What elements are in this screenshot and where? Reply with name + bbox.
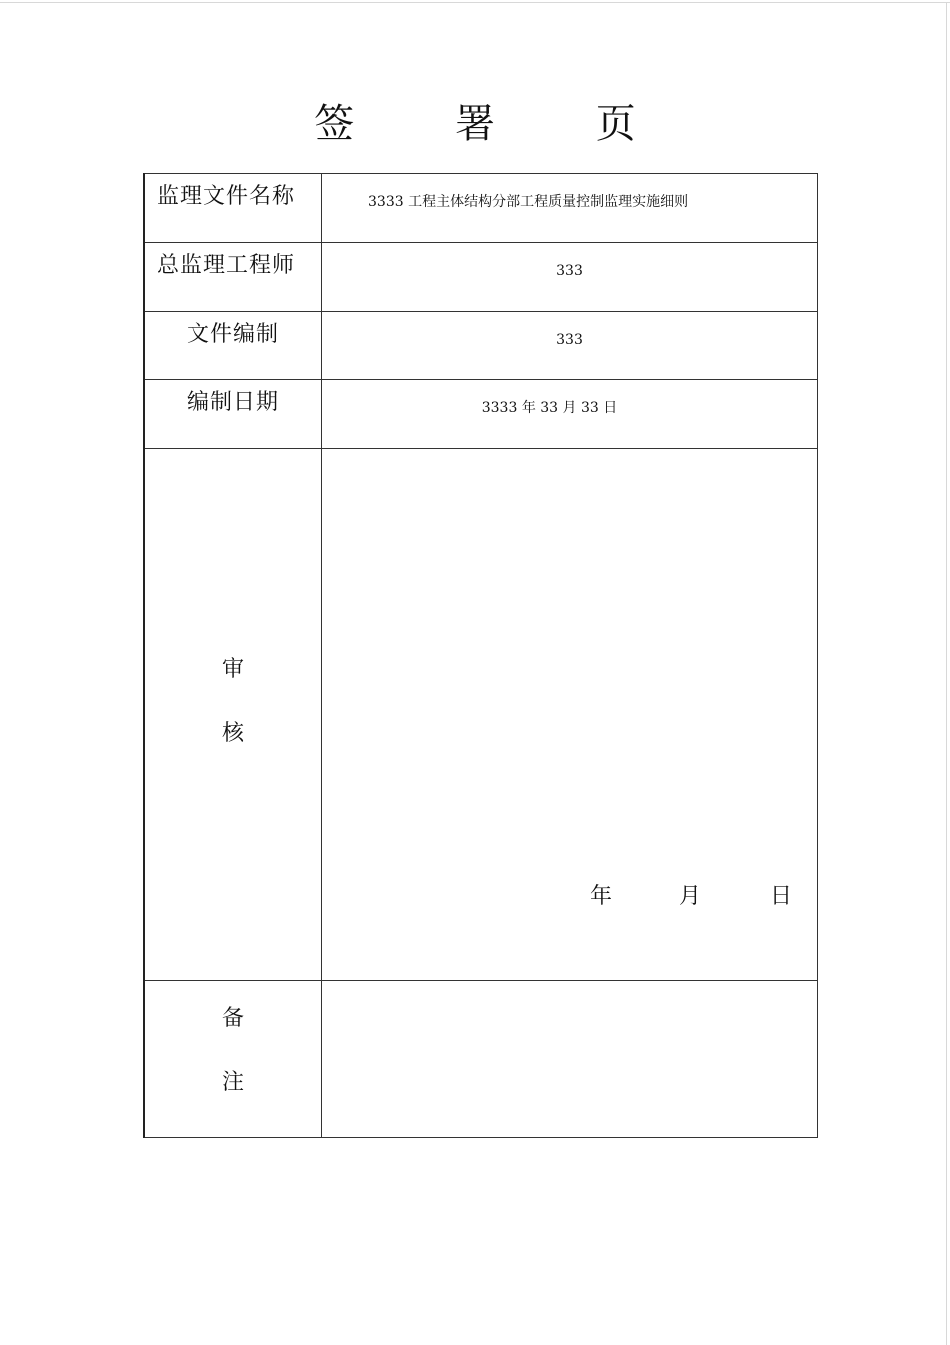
review-date-day: 日	[770, 884, 793, 909]
label-cell	[144, 981, 322, 1138]
chief-engineer-value: 333	[556, 263, 583, 279]
remarks-label-char-1: 备	[221, 1006, 244, 1031]
compiled-by-value: 333	[556, 332, 583, 348]
label-cell	[144, 449, 322, 981]
table-row-chief-engineer	[144, 243, 818, 312]
review-date-year: 年	[590, 884, 613, 909]
compiled-by-label: 文件编制	[186, 322, 279, 347]
page-title: 签 署 页	[314, 101, 680, 147]
document-name-value: 3333 工程主体结构分部工程质量控制监理实施细则	[368, 194, 689, 210]
value-cell[interactable]	[322, 243, 818, 312]
value-cell[interactable]	[322, 380, 818, 449]
label-cell	[144, 243, 322, 312]
label-cell	[144, 312, 322, 380]
table-row-document-name	[144, 174, 818, 243]
remarks-cell[interactable]	[322, 981, 818, 1138]
remarks-label-char-2: 注	[221, 1070, 244, 1095]
value-cell[interactable]	[322, 312, 818, 380]
page-right-edge	[946, 2, 947, 1345]
document-name-label: 监理文件名称	[157, 184, 296, 209]
review-date-month: 月	[679, 884, 702, 909]
table-row-remarks	[144, 981, 818, 1138]
table-row-compile-date	[144, 380, 818, 449]
review-label-char-2: 核	[221, 721, 244, 746]
review-cell[interactable]	[322, 449, 818, 981]
value-cell[interactable]	[322, 174, 818, 243]
signature-table	[143, 173, 818, 1138]
label-cell	[144, 380, 322, 449]
label-cell	[144, 174, 322, 243]
chief-engineer-label: 总监理工程师	[157, 253, 296, 278]
page-top-edge	[0, 2, 950, 3]
compile-date-label: 编制日期	[186, 390, 279, 415]
table-row-compiled-by	[144, 312, 818, 380]
compile-date-value: 3333 年 33 月 33 日	[481, 400, 618, 416]
review-label-char-1: 审	[221, 657, 244, 682]
review-date	[590, 883, 792, 911]
table-row-review	[144, 449, 818, 981]
